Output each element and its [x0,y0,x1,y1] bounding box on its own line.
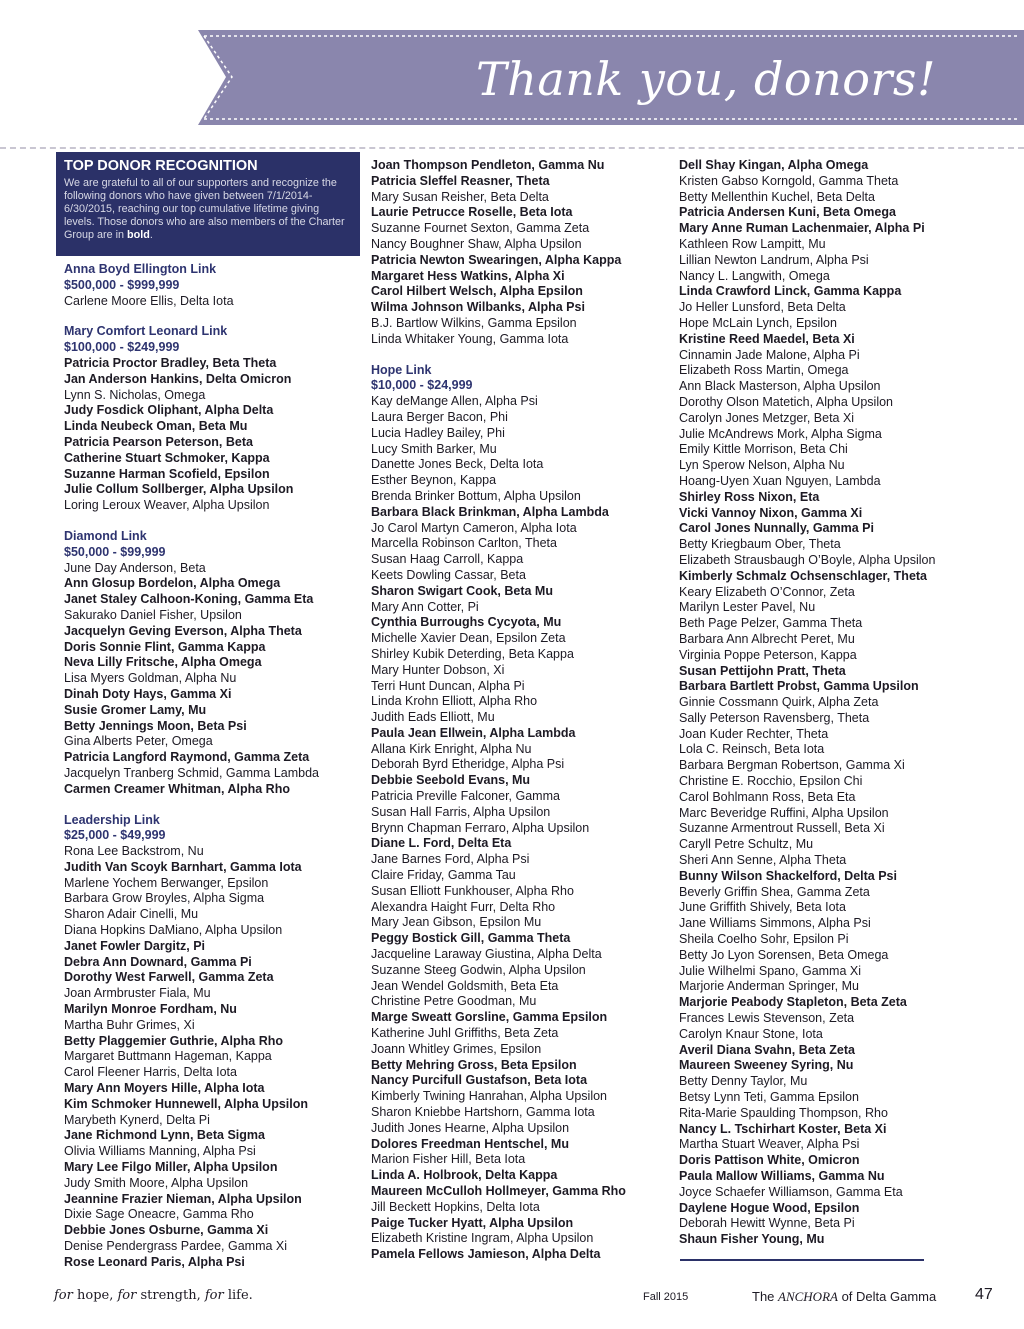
donor-name: Kimberly Twining Hanrahan, Alpha Upsilon [371,1089,608,1104]
donor-name: Betty Mellenthin Kuchel, Beta Delta [679,189,875,204]
donor-name: Rita-Marie Spaulding Thompson, Rho [679,1105,888,1120]
donor-name: Jan Anderson Hankins, Delta Omicron [64,371,292,386]
donor-name: Barbara Bergman Robertson, Gamma Xi [679,758,905,773]
gift-level-title: Leadership Link [64,812,160,827]
donor-name: Carmen Creamer Whitman, Alpha Rho [64,781,290,796]
donor-name: Keary Elizabeth O’Connor, Zeta [679,584,855,599]
donor-name: Brynn Chapman Ferraro, Alpha Upsilon [371,820,590,835]
donor-name: Katherine Juhl Griffiths, Beta Zeta [371,1026,559,1041]
donor-name: Barbara Ann Albrecht Peret, Mu [679,631,855,646]
donor-name: Judith Van Scoyk Barnhart, Gamma Iota [64,859,302,874]
donor-name: Peggy Bostick Gill, Gamma Theta [371,931,571,946]
donor-name: Susan Hall Farris, Alpha Upsilon [371,804,551,819]
donor-name: Ann Black Masterson, Alpha Upsilon [679,379,881,394]
gift-level-title: Diamond Link [64,528,147,543]
donor-name: Esther Beynon, Kappa [371,473,497,488]
top-donor-recognition-box [56,152,360,256]
tagline-hope: hope, [72,1288,118,1303]
donor-name: Daylene Hogue Wood, Epsilon [679,1200,860,1215]
donor-name: Laura Berger Bacon, Phi [371,409,508,424]
donor-name: June Griffith Shively, Beta Iota [679,900,846,915]
donor-name: Maureen Sweeney Syring, Nu [679,1058,854,1073]
recognition-bold-word: bold [127,229,150,241]
donor-name: Diane L. Ford, Delta Eta [371,836,512,851]
donor-name: Betty Kriegbaum Ober, Theta [679,537,841,552]
donor-name: Sharon Swigart Cook, Beta Mu [371,583,553,598]
tagline-for-2: for [117,1288,137,1303]
donor-name: Suzanne Steeg Godwin, Alpha Upsilon [371,962,586,977]
donor-name: Hoang-Uyen Xuan Nguyen, Lambda [679,473,881,488]
donor-name: Neva Lilly Fritsche, Alpha Omega [64,655,262,670]
donor-name: Dinah Doty Hays, Gamma Xi [64,686,232,701]
donor-name: Susie Gromer Lamy, Mu [64,702,207,717]
donor-name: Jacqueline Laraway Giustina, Alpha Delta [371,947,602,962]
donor-name: Barbara Black Brinkman, Alpha Lambda [371,504,609,519]
donor-name: Brenda Brinker Bottum, Alpha Upsilon [371,488,581,503]
donor-name: Maureen McCulloh Hollmeyer, Gamma Rho [371,1184,626,1198]
gift-level-range: $25,000 - $49,999 [64,828,166,843]
donor-name: Betty Jennings Moon, Beta Psi [64,718,247,733]
donor-name: Shirley Kubik Deterding, Beta Kappa [371,646,574,661]
donor-name: Loring Leroux Weaver, Alpha Upsilon [64,498,270,513]
donor-name: Shirley Ross Nixon, Eta [679,489,820,504]
donor-name: Kim Schmoker Hunnewell, Alpha Upsilon [64,1096,309,1111]
donor-name: Marion Fisher Hill, Beta Iota [371,1152,526,1167]
footer-magazine [752,1289,936,1305]
donor-name: Keets Dowling Cassar, Beta [371,567,526,582]
donor-name: Michelle Xavier Dean, Epsilon Zeta [371,631,566,646]
donor-name: Martha Stuart Weaver, Alpha Psi [679,1137,860,1152]
donor-name: Claire Friday, Gamma Tau [371,868,516,883]
donor-name: Sally Peterson Ravensberg, Theta [679,710,870,725]
donor-name: Dorothy West Farwell, Gamma Zeta [64,970,274,985]
donor-name: Rose Leonard Paris, Alpha Psi [64,1254,245,1269]
donor-name: Kimberly Schmalz Ochsenschlager, Theta [679,568,928,583]
donor-name: Judy Smith Moore, Alpha Upsilon [64,1175,249,1190]
dashed-divider [0,147,1024,149]
donor-name: Joan Kuder Rechter, Theta [679,726,829,741]
donor-name: Mary Susan Reisher, Beta Delta [371,189,549,204]
donor-column-3 [679,158,979,1248]
donor-name: Carolyn Jones Metzger, Beta Xi [679,410,855,425]
page-title: Thank you, donors! [476,52,936,106]
donor-name: Cynthia Burroughs Cycyota, Mu [371,615,562,630]
gift-level-range: $100,000 - $249,999 [64,340,180,355]
donor-name: Kay deMange Allen, Alpha Psi [371,394,538,409]
donor-name: Lola C. Reinsch, Beta Iota [679,742,825,757]
donor-name: Linda Krohn Elliott, Alpha Rho [371,694,538,709]
donor-name: Judith Eads Elliott, Mu [371,710,495,725]
donor-name: Carolyn Knaur Stone, Iota [679,1026,823,1041]
donor-name: Olivia Williams Manning, Alpha Psi [64,1144,256,1159]
donor-name: Catherine Stuart Schmoker, Kappa [64,450,270,465]
donor-name: Marjorie Peabody Stapleton, Beta Zeta [679,995,907,1010]
donor-name: Elizabeth Ross Martin, Omega [679,363,849,378]
recognition-text [64,177,352,242]
donor-name: Lucy Smith Barker, Mu [371,441,497,456]
donor-name: Dolores Freedman Hentschel, Mu [371,1136,569,1151]
footer-tagline [54,1288,253,1303]
donor-name: Mary Lee Filgo Miller, Alpha Upsilon [64,1160,278,1175]
donor-name: Wilma Johnson Wilbanks, Alpha Psi [371,300,585,315]
donor-name: Doris Pattison White, Omicron [679,1153,860,1168]
donor-name: Debbie Jones Osburne, Gamma Xi [64,1223,269,1238]
donor-name: Patricia Sleffel Reasner, Theta [371,173,550,188]
donor-name: Joyce Schaefer Williamson, Gamma Eta [679,1184,903,1199]
donor-name: B.J. Bartlow Wilkins, Gamma Epsilon [371,315,577,330]
donor-name: Paula Mallow Williams, Gamma Nu [679,1169,885,1183]
donor-name: Marilyn Monroe Fordham, Nu [64,1002,237,1017]
donor-name: Sheila Coelho Sohr, Epsilon Pi [679,932,849,947]
donor-name: Jo Heller Lunsford, Beta Delta [679,300,846,315]
donor-name: Caryll Petre Schultz, Mu [679,837,814,852]
donor-name: Judy Fosdick Oliphant, Alpha Delta [64,403,274,418]
donor-name: Vicki Vannoy Nixon, Gamma Xi [679,505,863,520]
magazine-of-delta-gamma: of Delta Gamma [837,1289,937,1304]
donor-name: Julie Collum Sollberger, Alpha Upsilon [64,482,294,497]
donor-name: Linda Neubeck Oman, Beta Mu [64,419,248,434]
recognition-text-end: . [149,229,153,241]
donor-name: Sharon Kniebbe Hartshorn, Gamma Iota [371,1105,595,1120]
donor-name: Kathleen Row Lampitt, Mu [679,236,826,251]
donor-name: Betsy Lynn Teti, Gamma Epsilon [679,1090,859,1105]
donor-name: Janet Fowler Dargitz, Pi [64,938,206,953]
donor-name: Jo Carol Martyn Cameron, Alpha Iota [371,520,577,535]
donor-name: Barbara Bartlett Probst, Gamma Upsilon [679,679,919,694]
donor-name: Carol Jones Nunnally, Gamma Pi [679,521,874,536]
donor-name: Carlene Moore Ellis, Delta Iota [64,293,234,308]
donor-name: Betty Plaggemier Guthrie, Alpha Rho [64,1033,284,1048]
donor-name: Deborah Hewitt Wynne, Beta Pi [679,1216,855,1231]
donor-name: Mary Ann Cotter, Pi [371,599,479,614]
donor-name: Doris Sonnie Flint, Gamma Kappa [64,639,266,654]
donor-name: Cinnamin Jade Malone, Alpha Pi [679,347,860,362]
donor-name: Jeannine Frazier Nieman, Alpha Upsilon [64,1191,302,1206]
donor-name: Julie McAndrews Mork, Alpha Sigma [679,426,882,441]
donor-name: Mary Hunter Dobson, Xi [371,662,505,677]
donor-name: Mary Anne Ruman Lachenmaier, Alpha Pi [679,221,925,236]
donor-name: Virginia Poppe Peterson, Kappa [679,647,857,662]
donor-name: Allana Kirk Enright, Alpha Nu [371,741,532,756]
donor-name: Denise Pendergrass Pardee, Gamma Xi [64,1239,288,1254]
donor-name: Marilyn Lester Pavel, Nu [679,600,816,615]
donor-name: June Day Anderson, Beta [64,560,206,575]
recognition-text-main: We are grateful to all of our supporters and recognize the following donors who have given between 7/1/2014-6/30/2015, reaching our top cumulative lifetime giving levels. Those donors who are also members of the Charter Group are in [64,177,345,241]
gift-level-title: Hope Link [371,362,432,377]
donor-name: Dorothy Olson Matetich, Alpha Upsilon [679,394,893,409]
donor-name: Averil Diana Svahn, Beta Zeta [679,1042,855,1057]
tagline-for-3: for [204,1288,224,1303]
donor-name: Linda Whitaker Young, Gamma Iota [371,331,569,346]
donor-name: Rona Lee Backstrom, Nu [64,844,204,859]
donor-name: Diana Hopkins DaMiano, Alpha Upsilon [64,923,283,938]
donor-name: Patricia Andersen Kuni, Beta Omega [679,205,896,220]
donor-name: Susan Elliott Funkhouser, Alpha Rho [371,883,574,898]
tagline-life: life. [223,1288,253,1303]
donor-name: Beverly Griffin Shea, Gamma Zeta [679,884,870,899]
donor-name: Suzanne Armentrout Russell, Beta Xi [679,821,885,836]
donor-name: Danette Jones Beck, Delta Iota [371,457,544,472]
magazine-anchora: ANCHORA [778,1289,838,1304]
gift-level-range: $500,000 - $999,999 [64,277,180,292]
donor-name: Jane Williams Simmons, Alpha Psi [679,916,871,931]
gift-level-range: $10,000 - $24,999 [371,378,473,393]
donor-name: Carol Fleener Harris, Delta Iota [64,1065,237,1080]
donor-name: Marc Beveridge Ruffini, Alpha Upsilon [679,805,889,820]
donor-name: Jane Barnes Ford, Alpha Psi [371,852,530,867]
donor-name: Patricia Proctor Bradley, Beta Theta [64,355,277,370]
recognition-heading: TOP DONOR RECOGNITION [64,158,258,174]
donor-name: Lynn S. Nicholas, Omega [64,387,206,402]
donor-name: Susan Pettijohn Pratt, Theta [679,663,846,678]
footer-issue: Fall 2015 [643,1291,689,1303]
donor-name: Marybeth Kynerd, Delta Pi [64,1112,210,1127]
donor-name: Janet Staley Calhoon-Koning, Gamma Eta [64,592,314,607]
donor-name: Jacquelyn Tranberg Schmid, Gamma Lambda [64,765,319,780]
donor-name: Nancy Purcifull Gustafson, Beta Iota [371,1073,588,1088]
donor-name: Laurie Petrucce Roselle, Beta Iota [371,205,573,220]
donor-name: Hope McLain Lynch, Epsilon [679,315,837,330]
donor-name: Sakurako Daniel Fisher, Upsilon [64,607,242,622]
donor-name: Pamela Fellows Jamieson, Alpha Delta [371,1247,601,1262]
donor-name: Marcella Robinson Carlton, Theta [371,536,557,551]
donor-name: Bunny Wilson Shackelford, Delta Psi [679,868,897,883]
donor-name: Carol Bohlmann Ross, Beta Eta [679,789,856,804]
donor-name: Linda A. Holbrook, Delta Kappa [371,1168,558,1183]
donor-name: Jean Wendel Goldsmith, Beta Eta [371,978,559,993]
donor-name: Linda Crawford Linck, Gamma Kappa [679,284,902,299]
donor-name: Shaun Fisher Young, Mu [679,1232,825,1247]
donor-name: Jane Richmond Lynn, Beta Sigma [64,1128,265,1143]
tagline-for-1: for [54,1288,73,1303]
donor-name: Suzanne Fournet Sexton, Gamma Zeta [371,221,590,236]
donor-name: Deborah Byrd Etheridge, Alpha Psi [371,757,565,772]
donor-name: Suzanne Harman Scofield, Epsilon [64,466,270,481]
donor-name: Gina Alberts Peter, Omega [64,734,213,749]
donor-name: Marjorie Anderman Springer, Mu [679,979,859,994]
donor-name: Marlene Yochem Berwanger, Epsilon [64,875,269,890]
donor-name: Lyn Sperow Nelson, Alpha Nu [679,458,845,473]
donor-name: Betty Denny Taylor, Mu [679,1074,808,1089]
donor-name: Margaret Hess Watkins, Alpha Xi [371,268,565,283]
title-banner [198,30,1024,125]
donor-name: Sheri Ann Senne, Alpha Theta [679,853,847,868]
donor-name: Nancy L. Tschirhart Koster, Beta Xi [679,1121,887,1136]
donor-name: Sharon Adair Cinelli, Mu [64,907,199,922]
donor-name: Barbara Grow Broyles, Alpha Sigma [64,891,265,906]
donor-name: Elizabeth Strausbaugh O’Boyle, Alpha Upsilon [679,552,936,567]
donor-name: Debbie Seebold Evans, Mu [371,773,531,788]
donor-name: Marge Sweatt Gorsline, Gamma Epsilon [371,1010,608,1025]
donor-name: Martha Buhr Grimes, Xi [64,1017,195,1032]
donor-name: Frances Lewis Stevenson, Zeta [679,1011,855,1026]
donor-name: Ann Glosup Bordelon, Alpha Omega [64,576,281,591]
donor-name: Emily Kittle Morrison, Beta Chi [679,442,848,457]
donor-name: Joan Thompson Pendleton, Gamma Nu [371,158,605,172]
page-number: 47 [975,1286,993,1303]
donor-name: Debra Ann Downard, Gamma Pi [64,954,252,969]
gift-level-title: Mary Comfort Leonard Link [64,324,228,339]
donor-column-2 [371,158,661,1263]
donor-name: Joann Whitley Grimes, Epsilon [371,1041,542,1056]
donor-name: Jacquelyn Geving Everson, Alpha Theta [64,623,302,638]
donor-name: Jill Beckett Hopkins, Delta Iota [371,1199,540,1214]
donor-name: Beth Page Pelzer, Gamma Theta [679,616,863,631]
donor-name: Nancy Boughner Shaw, Alpha Upsilon [371,236,582,251]
magazine-the: The [752,1289,779,1304]
gift-level-range: $50,000 - $99,999 [64,544,166,559]
donor-name: Julie Wilhelmi Spano, Gamma Xi [679,963,862,978]
donor-name: Susan Haag Carroll, Kappa [371,552,524,567]
donor-name: Joan Armbruster Fiala, Mu [64,986,211,1001]
donor-name: Dell Shay Kingan, Alpha Omega [679,158,869,172]
donor-name: Patricia Preville Falconer, Gamma [371,789,560,804]
donor-name: Lillian Newton Landrum, Alpha Psi [679,252,869,267]
donor-name: Betty Jo Lyon Sorensen, Beta Omega [679,947,889,962]
donor-name: Betty Mehring Gross, Beta Epsilon [371,1057,577,1072]
donor-name: Dixie Sage Oneacre, Gamma Rho [64,1207,254,1222]
donor-name: Paige Tucker Hyatt, Alpha Upsilon [371,1215,574,1230]
gift-level-title: Anna Boyd Ellington Link [64,262,217,276]
tagline-strength: strength, [136,1288,205,1303]
donor-name: Patricia Langford Raymond, Gamma Zeta [64,750,310,765]
donor-name: Kristen Gabso Korngold, Gamma Theta [679,173,899,188]
donor-name: Mary Ann Moyers Hille, Alpha Iota [64,1081,265,1096]
donor-name: Christine E. Rocchio, Epsilon Chi [679,774,863,789]
donor-name: Patricia Pearson Peterson, Beta [64,434,253,449]
donor-name: Christine Petre Goodman, Mu [371,994,537,1009]
donor-name: Judith Jones Hearne, Alpha Upsilon [371,1120,570,1135]
donor-name: Nancy L. Langwith, Omega [679,268,830,283]
donor-name: Mary Jean Gibson, Epsilon Mu [371,915,542,930]
donor-name: Ginnie Cossmann Quirk, Alpha Zeta [679,695,879,710]
column-end-rule [680,1259,924,1261]
donor-name: Lucia Hadley Bailey, Phi [371,425,505,440]
donor-name: Elizabeth Kristine Ingram, Alpha Upsilon [371,1231,594,1246]
donor-column-1 [64,262,364,1271]
donor-name: Kristine Reed Maedel, Beta Xi [679,331,855,346]
donor-name: Patricia Newton Swearingen, Alpha Kappa [371,252,622,267]
donor-name: Carol Hilbert Welsch, Alpha Epsilon [371,284,583,299]
donor-name: Terri Hunt Duncan, Alpha Pi [371,678,525,693]
donor-name: Margaret Buttmann Hageman, Kappa [64,1049,272,1064]
donor-name: Alexandra Haight Furr, Delta Rho [371,899,556,914]
donor-name: Paula Jean Ellwein, Alpha Lambda [371,725,576,740]
donor-name: Lisa Myers Goldman, Alpha Nu [64,671,237,686]
